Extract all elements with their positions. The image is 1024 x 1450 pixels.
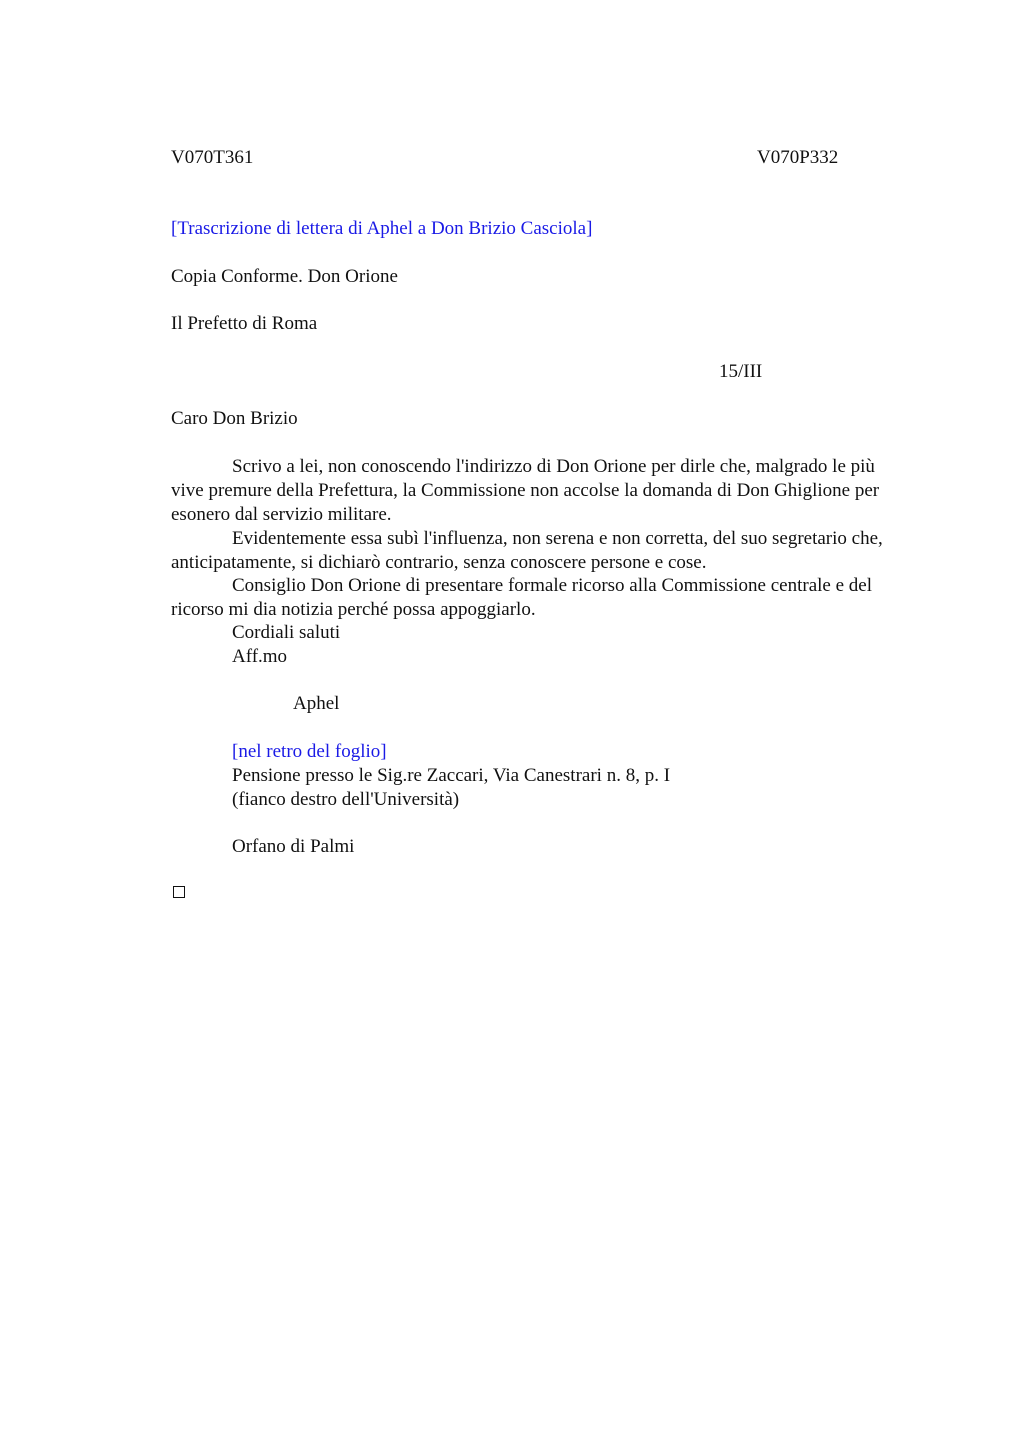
document-code-left: V070T361 <box>171 147 254 168</box>
salutation: Caro Don Brizio <box>171 408 298 429</box>
address-detail-line: (fianco destro dell'Università) <box>232 789 460 810</box>
body-paragraph: Scrivo a lei, non conoscendo l'indirizzo di Don Orione per dirle che, malgrado le più vive premure della Prefettura, la Commissione non accolse la domanda di Don Ghiglione per esonero dal servizio militare. <box>171 456 880 525</box>
letter-date: 15/III <box>719 361 763 382</box>
signature: Aphel <box>293 693 340 714</box>
copy-conformity-line: Copia Conforme. Don Orione <box>171 266 398 287</box>
orphan-note: Orfano di Palmi <box>232 836 355 857</box>
address-line: Pensione presso le Sig.re Zaccari, Via Canestrari n. 8, p. I <box>232 765 671 786</box>
document-code-right: V070P332 <box>757 147 839 168</box>
transcription-title-note: [Trascrizione di lettera di Aphel a Don Brizio Casciola] <box>171 218 593 239</box>
closing-greeting: Cordiali saluti <box>232 622 341 643</box>
closing-affectionately: Aff.mo <box>232 646 288 667</box>
back-of-sheet-note: [nel retro del foglio] <box>232 741 387 762</box>
sender-line: Il Prefetto di Roma <box>171 313 318 334</box>
body-paragraph: Consiglio Don Orione di presentare formale ricorso alla Commissione centrale e del ricorso mi dia notizia perché possa appoggiarlo. <box>171 575 873 620</box>
empty-checkbox-icon <box>173 886 185 898</box>
body-paragraph: Evidentemente essa subì l'influenza, non serena e non corretta, del suo segretario che, anticipatamente, si dichiarò contrario, senza conoscere persone e cose. <box>171 528 883 573</box>
